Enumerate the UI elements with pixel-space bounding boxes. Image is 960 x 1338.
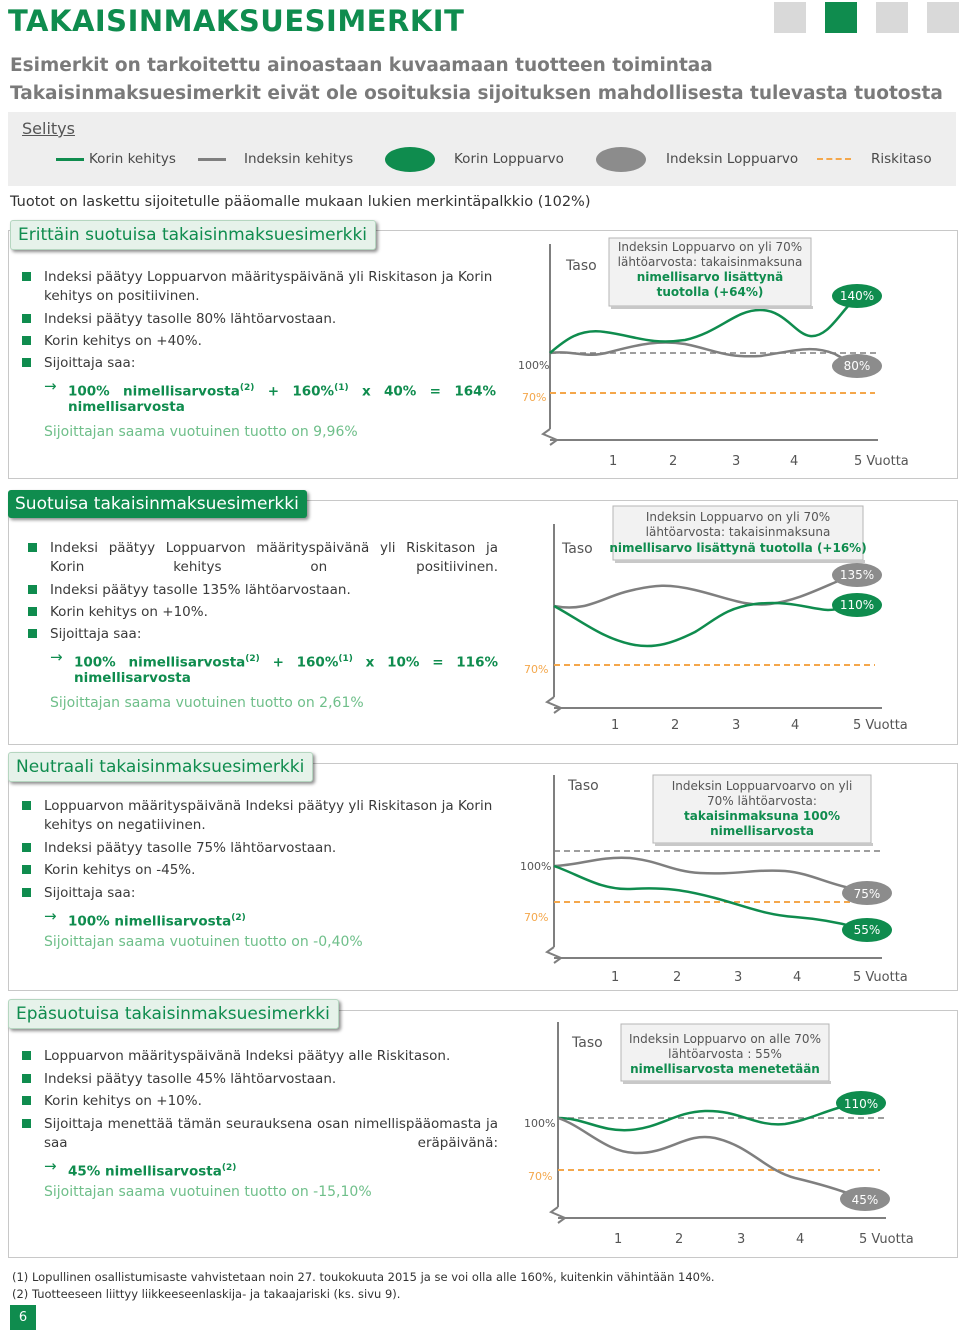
index-final-value: 75%: [853, 887, 881, 901]
payoff-chart: [510, 1012, 950, 1252]
bullet-item: Indeksi päätyy Loppuarvon määrityspäivänä yli Riskitason ja Korin kehitys on positiivinen.: [44, 268, 496, 306]
index-final-swatch: [596, 147, 646, 172]
callout-text: tuotolla (+64%): [656, 285, 764, 299]
bullet-item: Sijoittaja saa:: [44, 884, 498, 903]
taso-label: Taso: [568, 778, 599, 794]
decor-square-gray: [876, 2, 908, 33]
x-tick-label: 3: [734, 970, 743, 985]
footnote: (2) Tuotteeseen liittyy liikkeeseenlaskija- ja takaajariski (ks. sivu 9).: [12, 1287, 401, 1301]
bullet-item: Indeksi päätyy tasolle 135% lähtöarvostaan.: [50, 581, 498, 600]
callout-text: nimellisarvosta menetetään: [630, 1062, 820, 1076]
callout-text: lähtöarvosta : 55%: [668, 1047, 782, 1061]
decor-square-gray: [774, 2, 806, 33]
annual-yield: Sijoittajan saama vuotuinen tuotto on -15,10%: [44, 1184, 372, 1200]
legend-box: [8, 112, 956, 186]
y-tick-label: 100%: [524, 1117, 556, 1130]
x-tick-label: 3: [737, 1232, 746, 1247]
page-title: TAKAISINMAKSUESIMERKIT: [8, 4, 465, 38]
arrow-right-icon: →: [44, 1157, 57, 1175]
bullet-item: Loppuarvon määrityspäivänä Indeksi päätyy alle Riskitason.: [44, 1047, 498, 1066]
basket-line: [554, 603, 855, 646]
arrow-right-icon: →: [44, 907, 57, 925]
x-tick-label: 4: [793, 970, 802, 985]
x-tick-label: 1: [614, 1232, 623, 1247]
x-tick-label: 4: [791, 718, 800, 733]
bullet-item: Indeksi päätyy Loppuarvon määrityspäivänä yli Riskitason ja Korin kehitys on positiivinen.: [50, 539, 498, 577]
basket-final-value: 110%: [843, 1097, 879, 1111]
legend-title: Selitys: [22, 119, 75, 138]
legend-label-risk: Riskitaso: [871, 151, 932, 167]
index-line-swatch: [198, 158, 226, 161]
bullet-item: Loppuarvon määrityspäivänä Indeksi päätyy yli Riskitason ja Korin kehitys on negatiivinen.: [44, 797, 498, 835]
footnote: (1) Lopullinen osallistumisaste vahvistetaan noin 27. toukokuuta 2015 ja se voi olla alle 160%, kuitenkin vähintään 140%.: [12, 1270, 715, 1284]
basket-final-value: 55%: [853, 923, 881, 937]
index-line: [554, 574, 855, 608]
bullet-item: Sijoittaja saa:: [50, 625, 498, 644]
axis-break: [551, 1207, 565, 1223]
panel-title: Erittäin suotuisa takaisinmaksuesimerkki: [10, 220, 376, 250]
risk-level-swatch: [817, 158, 851, 160]
y-tick-label: 70%: [522, 391, 547, 404]
callout-text: Indeksin Loppuarvo on alle 70%: [629, 1032, 821, 1046]
payoff-chart: [510, 765, 950, 987]
callout-text: nimellisarvo lisättynä tuotolla (+16%): [609, 541, 867, 555]
x-tick-label: 1: [609, 454, 618, 469]
panel-title: Neutraali takaisinmaksuesimerkki: [8, 752, 313, 782]
bullet-item: Korin kehitys on +40%.: [44, 332, 496, 351]
calculation-note: Tuotot on laskettu sijoitetulle pääomalle mukaan lukien merkintäpalkkio (102%): [10, 194, 591, 210]
callout-text: Indeksin Loppuarvo on yli 70%: [645, 510, 831, 524]
x-tick-label: 2: [669, 454, 678, 469]
legend-label-index: Indeksin kehitys: [244, 151, 354, 167]
payoff-chart: [510, 232, 950, 472]
payoff-chart: [510, 502, 950, 742]
callout-text: nimellisarvosta: [710, 824, 814, 838]
basket-final-swatch: [385, 147, 435, 172]
annual-yield: Sijoittajan saama vuotuinen tuotto on -0,40%: [44, 934, 363, 950]
x-tick-label: 4: [790, 454, 799, 469]
subtitle-2: Takaisinmaksuesimerkit eivät ole osoituksia sijoituksen mahdollisesta tulevasta tuotosta: [10, 83, 943, 104]
callout-text: takaisinmaksuna 100%: [684, 809, 840, 823]
x-tick-label: 4: [796, 1232, 805, 1247]
annual-yield: Sijoittajan saama vuotuinen tuotto on 2,61%: [50, 695, 364, 711]
payout-formula-tail: nimellisarvosta: [68, 399, 185, 415]
x-tick-label: 3: [732, 454, 741, 469]
payout-formula: 100% nimellisarvosta$^{(2)}$: [68, 913, 246, 930]
taso-label: Taso: [572, 1035, 603, 1051]
page-number: 6: [10, 1305, 36, 1330]
basket-line-swatch: [56, 158, 84, 161]
panel-title: Epäsuotuisa takaisinmaksuesimerkki: [8, 999, 339, 1029]
y-tick-label: 100%: [518, 359, 550, 372]
panel-title: Suotuisa takaisinmaksuesimerkki: [8, 490, 307, 518]
taso-label: Taso: [566, 258, 597, 274]
index-final-value: 135%: [839, 568, 875, 582]
decor-square-gray: [927, 2, 959, 33]
payout-formula: 45% nimellisarvosta$^{(2)}$: [68, 1163, 237, 1180]
legend-label-index-final: Indeksin Loppuarvo: [666, 151, 799, 167]
index-final-value: 80%: [843, 359, 871, 373]
callout-text: lähtöarvosta: takaisinmaksuna: [617, 255, 803, 269]
basket-final-value: 110%: [839, 598, 875, 612]
basket-final-value: 140%: [839, 289, 875, 303]
y-tick-label: 70%: [528, 1170, 553, 1183]
bullet-item: Indeksi päätyy tasolle 45% lähtöarvostaan.: [44, 1070, 498, 1089]
subtitle-1: Esimerkit on tarkoitettu ainoastaan kuvaamaan tuotteen toimintaa: [10, 55, 713, 76]
callout-text: Indeksin Loppuarvo on yli 70%: [617, 240, 803, 254]
index-line: [558, 1118, 855, 1196]
basket-line: [558, 1104, 855, 1130]
legend-label-basket-final: Korin Loppuarvo: [454, 151, 564, 167]
x-tick-label: 5 Vuotta: [859, 1232, 914, 1247]
bullet-item: Indeksi päätyy tasolle 75% lähtöarvostaan.: [44, 839, 498, 858]
y-tick-label: 70%: [524, 663, 549, 676]
taso-label: Taso: [562, 541, 593, 557]
legend-label-basket: Korin kehitys: [89, 151, 176, 167]
bullet-item: Sijoittaja menettää tämän seurauksena osan nimellispääomasta ja saa eräpäivänä:: [44, 1115, 498, 1153]
callout-text: 70% lähtöarvosta:: [707, 794, 817, 808]
arrow-right-icon: →: [44, 377, 57, 395]
callout-text: Indeksin Loppuarvoarvo on yli: [671, 779, 853, 793]
x-tick-label: 5 Vuotta: [853, 970, 908, 985]
bullet-item: Indeksi päätyy tasolle 80% lähtöarvostaan.: [44, 310, 496, 329]
callout-text: lähtöarvosta: takaisinmaksuna: [645, 525, 831, 539]
x-tick-label: 2: [673, 970, 682, 985]
axis-break: [547, 947, 561, 963]
bullet-item: Sijoittaja saa:: [44, 354, 496, 373]
arrow-right-icon: →: [50, 648, 63, 666]
axis-break: [543, 429, 557, 445]
bullet-item: Korin kehitys on +10%.: [50, 603, 498, 622]
decor-square-green: [825, 2, 857, 33]
index-final-value: 45%: [851, 1193, 879, 1207]
y-tick-label: 100%: [520, 860, 552, 873]
y-tick-label: 70%: [524, 911, 549, 924]
x-tick-label: 1: [611, 970, 620, 985]
payout-formula: 100% nimellisarvosta$^{(2)}$ + 160%$^{(1)}$ x 40% = 164%: [68, 383, 497, 400]
x-tick-label: 3: [732, 718, 741, 733]
x-tick-label: 5 Vuotta: [853, 718, 908, 733]
x-tick-label: 1: [611, 718, 620, 733]
callout-text: nimellisarvo lisättynä: [636, 270, 784, 284]
axis-break: [547, 697, 561, 713]
x-tick-label: 5 Vuotta: [854, 454, 909, 469]
x-tick-label: 2: [671, 718, 680, 733]
annual-yield: Sijoittajan saama vuotuinen tuotto on 9,96%: [44, 424, 358, 440]
payout-formula-tail: nimellisarvosta: [74, 670, 191, 686]
x-tick-label: 2: [675, 1232, 684, 1247]
bullet-item: Korin kehitys on -45%.: [44, 861, 498, 880]
payout-formula: 100% nimellisarvosta$^{(2)}$ + 160%$^{(1)}$ x 10% = 116%: [74, 654, 498, 671]
bullet-item: Korin kehitys on +10%.: [44, 1092, 498, 1111]
